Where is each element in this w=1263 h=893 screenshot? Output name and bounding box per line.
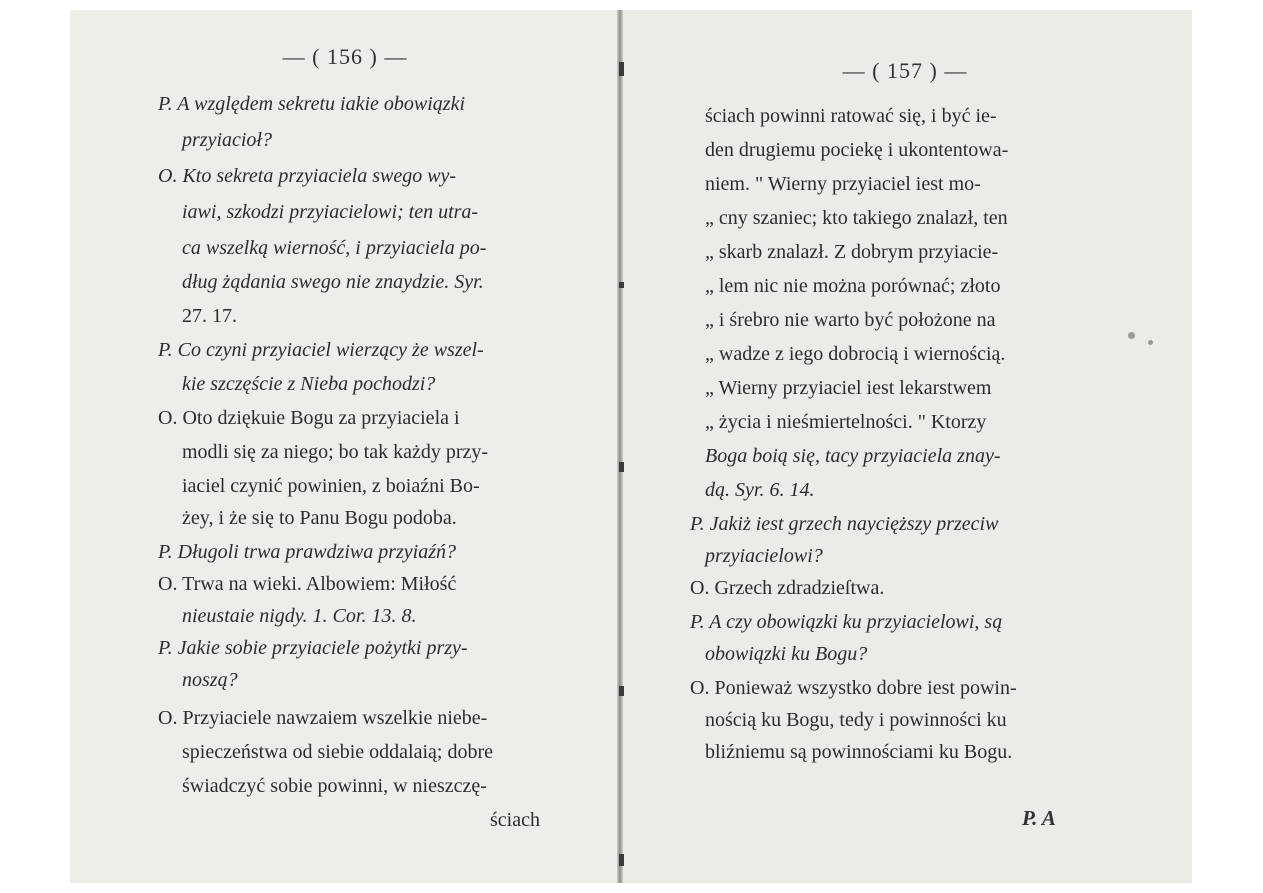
text-line: „ cny szaniec; kto takiego znalazł, ten xyxy=(705,207,1008,229)
text-line: ca wszelką wierność, i przyiaciela po- xyxy=(182,237,487,259)
text-line: noszą? xyxy=(182,669,238,691)
text-line: nieustaie nigdy. 1. Cor. 13. 8. xyxy=(182,605,417,627)
text-line: iawi, szkodzi przyiacielowi; ten utra- xyxy=(182,201,479,223)
right-page xyxy=(620,10,1192,883)
binding-mark xyxy=(619,854,624,866)
text-line: „ wadze z iego dobrocią i wiernością. xyxy=(705,343,1006,365)
left-page xyxy=(70,10,620,883)
text-line: O. Trwa na wieki. Albowiem: Miłość xyxy=(158,573,457,595)
text-line: ściach powinni ratować się, i być ie- xyxy=(705,105,997,127)
paper-speck xyxy=(1148,340,1153,345)
text-line: dług żądania swego nie znaydzie. Syr. xyxy=(182,271,484,293)
text-line: dą. Syr. 6. 14. xyxy=(705,479,815,501)
text-line: przyiacioł? xyxy=(182,129,272,151)
text-line: świadczyć sobie powinni, w nieszczę- xyxy=(182,775,487,797)
text-line: Boga boią się, tacy przyiaciela znay- xyxy=(705,445,1001,467)
book-gutter xyxy=(617,10,623,883)
text-line: kie szczęście z Nieba pochodzi? xyxy=(182,373,436,395)
text-line: P. Co czyni przyiaciel wierzący że wszel- xyxy=(158,339,484,361)
text-line: P. Jakiż iest grzech naycięższy przeciw xyxy=(690,513,999,535)
text-line: spieczeństwa od siebie oddalaią; dobre xyxy=(182,741,493,763)
binding-mark xyxy=(619,282,624,288)
catchword: ściach xyxy=(490,809,540,831)
text-line: przyiacielowi? xyxy=(705,545,823,567)
text-line: O. Oto dziękuie Bogu za przyiaciela i xyxy=(158,407,460,429)
catchword: P. A xyxy=(1022,806,1056,830)
binding-mark xyxy=(619,686,624,696)
text-line: nością ku Bogu, tedy i powinności ku xyxy=(705,709,1007,731)
page-number-header: — ( 157 ) — xyxy=(842,58,968,83)
text-line: „ lem nic nie można porównać; złoto xyxy=(705,275,1001,297)
binding-mark xyxy=(619,62,624,76)
text-line: „ życia i nieśmiertelności. " Ktorzy xyxy=(705,411,987,433)
text-line: „ Wierny przyiaciel iest lekarstwem xyxy=(705,377,992,399)
text-line: O. Kto sekreta przyiaciela swego wy- xyxy=(158,165,457,187)
text-line: P. A względem sekretu iakie obowiązki xyxy=(158,93,466,115)
text-line: iaciel czynić powinien, z boiaźni Bo- xyxy=(182,475,480,497)
text-line: 27. 17. xyxy=(182,305,237,327)
paper-speck xyxy=(1128,332,1135,339)
text-line: P. Jakie sobie przyiaciele pożytki przy- xyxy=(158,637,468,659)
page-number-header: — ( 156 ) — xyxy=(282,44,408,69)
text-line: O. Grzech zdradzieſtwa. xyxy=(690,577,885,599)
text-line: O. Przyiaciele nawzaiem wszelkie niebe- xyxy=(158,707,488,729)
text-line: „ skarb znalazł. Z dobrym przyiacie- xyxy=(705,241,999,263)
text-line: O. Ponieważ wszystko dobre iest powin- xyxy=(690,677,1017,699)
text-line: „ i śrebro nie warto być położone na xyxy=(705,309,996,331)
text-line: żey, i że się to Panu Bogu podoba. xyxy=(182,507,457,529)
text-line: den drugiemu pociekę i ukontentowa- xyxy=(705,139,1009,161)
text-line: bliźniemu są powinnościami ku Bogu. xyxy=(705,741,1013,763)
binding-mark xyxy=(619,462,624,472)
text-line: modli się za niego; bo tak każdy przy- xyxy=(182,441,489,463)
text-line: niem. " Wierny przyiaciel iest mo- xyxy=(705,173,981,195)
text-line: P. A czy obowiązki ku przyiacielowi, są xyxy=(690,611,1003,633)
text-line: P. Długoli trwa prawdziwa przyiaźń? xyxy=(158,541,457,563)
text-line: obowiązki ku Bogu? xyxy=(705,643,868,665)
book-spread xyxy=(70,10,1192,883)
